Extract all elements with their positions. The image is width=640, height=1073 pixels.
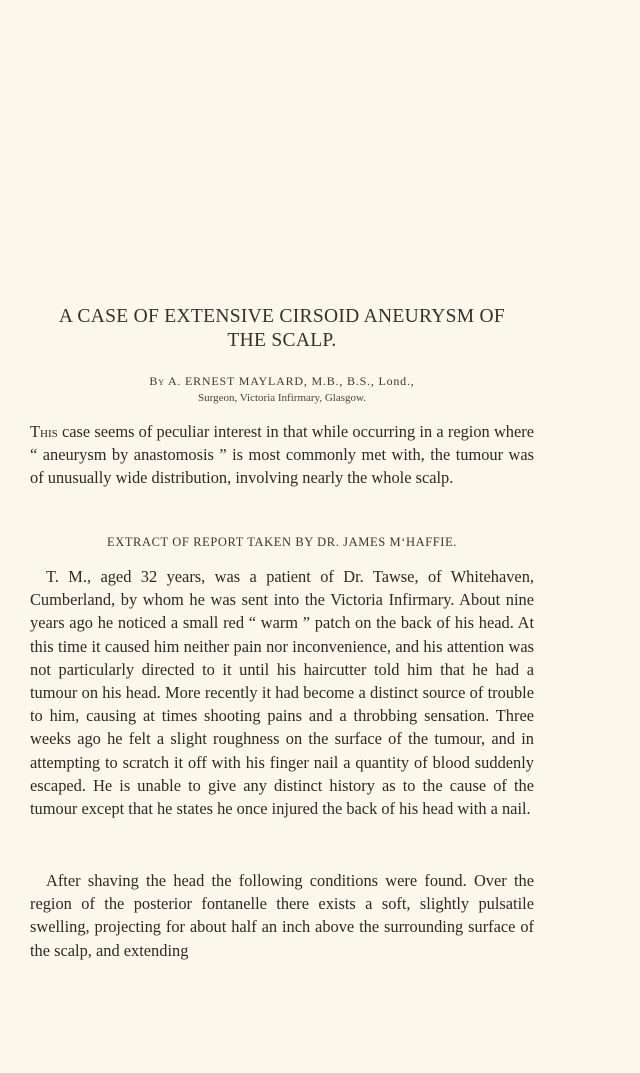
article-title [22, 305, 542, 353]
case-history-paragraph: T. M., aged 32 years, was a patient of Dr. Tawse, of Whitehaven, Cumberland, by whom he was sent into the Victoria Infirmary. About nine years ago he noticed a small red “ warm ” patch on the back of his head. At this time it caused him neither pain nor inconvenience, and his attention was not particularly directed to it until his haircutter told him that he had a tumour on his head. More recently it had become a distinct source of trouble to him, causing at times shooting pains and a throbbing sensation. Three weeks ago he felt a slight roughness on the surface of the tumour, and in attempting to scratch it off with his finger nail a quantity of blood suddenly escaped. He is unable to give any distinct history as to the cause of the tumour except that he states he once injured the back of his head with a nail. [30, 567, 534, 819]
byline-author: A. ERNEST MAYLARD, M.B., B.S., Lond., [167, 374, 415, 388]
intro-paragraph [30, 420, 534, 490]
examination-paragraph: After shaving the head the following conditions were found. Over the region of the posterior fontanelle there exists a soft, slightly pulsatile swelling, projecting for about half an inch above the surrounding surface of the scalp, and extending [30, 871, 534, 960]
intro-first-words: This [30, 422, 58, 441]
author-affiliation: Surgeon, Victoria Infirmary, Glasgow. [198, 392, 366, 404]
intro-text: case seems of peculiar interest in that while occurring in a region where “ aneurysm by anastomosis ” is most commonly met with, the tumour was of unusually wide distribution, involving nearly the whole scalp. [30, 422, 534, 488]
byline-prefix: By [149, 374, 165, 388]
report-subheading: EXTRACT OF REPORT TAKEN BY DR. JAMES M‘HAFFIE. [106, 535, 458, 549]
byline [30, 374, 534, 389]
title-line-1: A CASE OF EXTENSIVE CIRSOID ANEURYSM OF [58, 306, 506, 327]
title-line-2: THE SCALP. [227, 330, 337, 351]
